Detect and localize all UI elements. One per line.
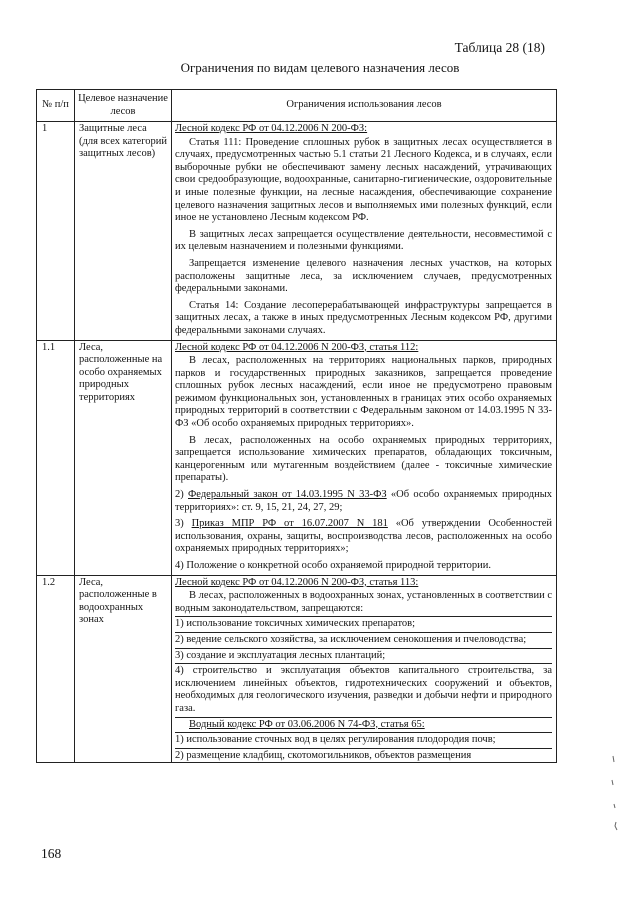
row-purpose: Леса, расположенные в водоохранных зонах (75, 575, 172, 762)
paragraph: В лесах, расположенных на территориях национальных парков, природных парков и государственных природных заказников, запрещается проведение сплошных рубок лесных насаждений, если иное не предусмотрено правовым режимом функциональных зон, установленных в границах этих особо охраняемых природных территорий в соответствии с Федеральным законом от 14.03.1995 N 33-ФЗ «Об особо охраняемых природных территориях». (175, 355, 552, 430)
header-num: № п/п (37, 90, 75, 122)
table-row (37, 575, 557, 762)
row-num: 1.1 (37, 340, 75, 575)
row-purpose: Защитные леса (для всех категорий защитных лесов) (75, 122, 172, 341)
table-row (37, 122, 557, 341)
page-title: Ограничения по видам целевого назначения лесов (180, 60, 460, 75)
row-restrictions (172, 340, 557, 575)
law-ref-prefix: 3) (175, 518, 192, 530)
paragraph: Запрещается изменение целевого назначения лесных участков, на которых расположены защитные леса, за исключением случаев, предусмотренных федеральными законами. (175, 257, 552, 295)
law-ref-text: «Об утверждении Особенностей использования, охраны, защиты, воспроизводства лесов, расположенных на особо охраняемых природных территориях»; (175, 518, 552, 555)
row-restrictions (172, 122, 557, 341)
row-num: 1 (37, 122, 75, 341)
header-restrictions: Ограничения использования лесов (172, 90, 557, 122)
list-item: 2) ведение сельского хозяйства, за исключением сенокошения и пчеловодства; (175, 633, 552, 649)
law-heading: Лесной кодекс РФ от 04.12.2006 N 200-ФЗ, статья 112: (175, 341, 419, 353)
row-purpose: Леса, расположенные на особо охраняемых природных территориях (75, 340, 172, 575)
handwritten-mark (604, 752, 622, 842)
row-restrictions (172, 575, 557, 762)
law-ref-prefix: 2) (175, 489, 188, 501)
table-row (37, 340, 557, 575)
law-ref-text: «Об особо охраняемых природных территориях»: ст. 9, 15, 21, 24, 27, 29; (175, 489, 552, 513)
row-num: 1.2 (37, 575, 75, 762)
law-reference-4: 4) Положение о конкретной особо охраняемой природной территории. (175, 560, 491, 571)
law-link[interactable]: Приказ МПР РФ от 16.07.2007 N 181 (191, 518, 388, 530)
list-item: 2) размещение кладбищ, скотомогильников, объектов размещения (175, 749, 472, 761)
page-number: 168 (41, 846, 62, 861)
header-purpose: Целевое назначение лесов (75, 90, 172, 122)
paragraph: В защитных лесах запрещается осуществление деятельности, несовместимой с их целевым назначением и полезными функциями. (175, 228, 552, 253)
table-number-label: Таблица 28 (18) (454, 40, 545, 55)
list-item: 1) использование сточных вод в целях регулирования плодородия почв; (175, 733, 552, 749)
table-header-row (37, 90, 557, 122)
law-heading: Водный кодекс РФ от 03.06.2006 N 74-ФЗ, статья 65: (175, 718, 552, 734)
law-heading: Лесной кодекс РФ от 04.12.2006 N 200-ФЗ: (175, 123, 368, 134)
paragraph: Статья 14: Создание лесоперерабатывающей инфраструктуры запрещается в защитных лесах, а также в иных предусмотренных Лесным кодексом РФ, другими федеральными законами случаях. (175, 299, 552, 336)
law-reference-2 (175, 489, 552, 514)
restrictions-table (36, 89, 557, 763)
list-item: 3) создание и эксплуатация лесных плантаций; (175, 649, 552, 665)
list-item: 4) строительство и эксплуатация объектов капитального строительства, за исключением линейных объектов, гидротехнических сооружений и объектов, необходимых для геологического изучения, разведки и добычи нефти и природного газа. (175, 664, 552, 717)
law-reference-3 (175, 518, 552, 556)
law-link[interactable]: Федеральный закон от 14.03.1995 N 33-ФЗ (188, 489, 387, 501)
paragraph: В лесах, расположенных на особо охраняемых природных территориях, запрещается использование химических препаратов, обладающих токсичным, канцерогенным или мутагенным воздействием (далее - токсичные химические препараты). (175, 434, 552, 484)
paragraph: В лесах, расположенных в водоохранных зонах, установленных в соответствии с водным законодательством, запрещаются: (175, 590, 552, 617)
law-heading: Лесной кодекс РФ от 04.12.2006 N 200-ФЗ, статья 113: (175, 576, 419, 588)
list-item: 1) использование токсичных химических препаратов; (175, 617, 552, 633)
paragraph: Статья 111: Проведение сплошных рубок в защитных лесах осуществляется в случаях, предусмотренных частью 5.1 статьи 21 Лесного Кодекса, и в случаях, если выборочные рубки не обеспечивают замену лесных насаждений, утрачивающих свои средообразующие, водоохранные, санитарно-гигиенические, оздоровительные и иные полезные функции, на лесные насаждения, обеспечивающие сохранение целевого назначения защитных лесов и выполняемых ими полезных функций, если иное не установлено Лесным кодексом РФ. (175, 136, 552, 224)
